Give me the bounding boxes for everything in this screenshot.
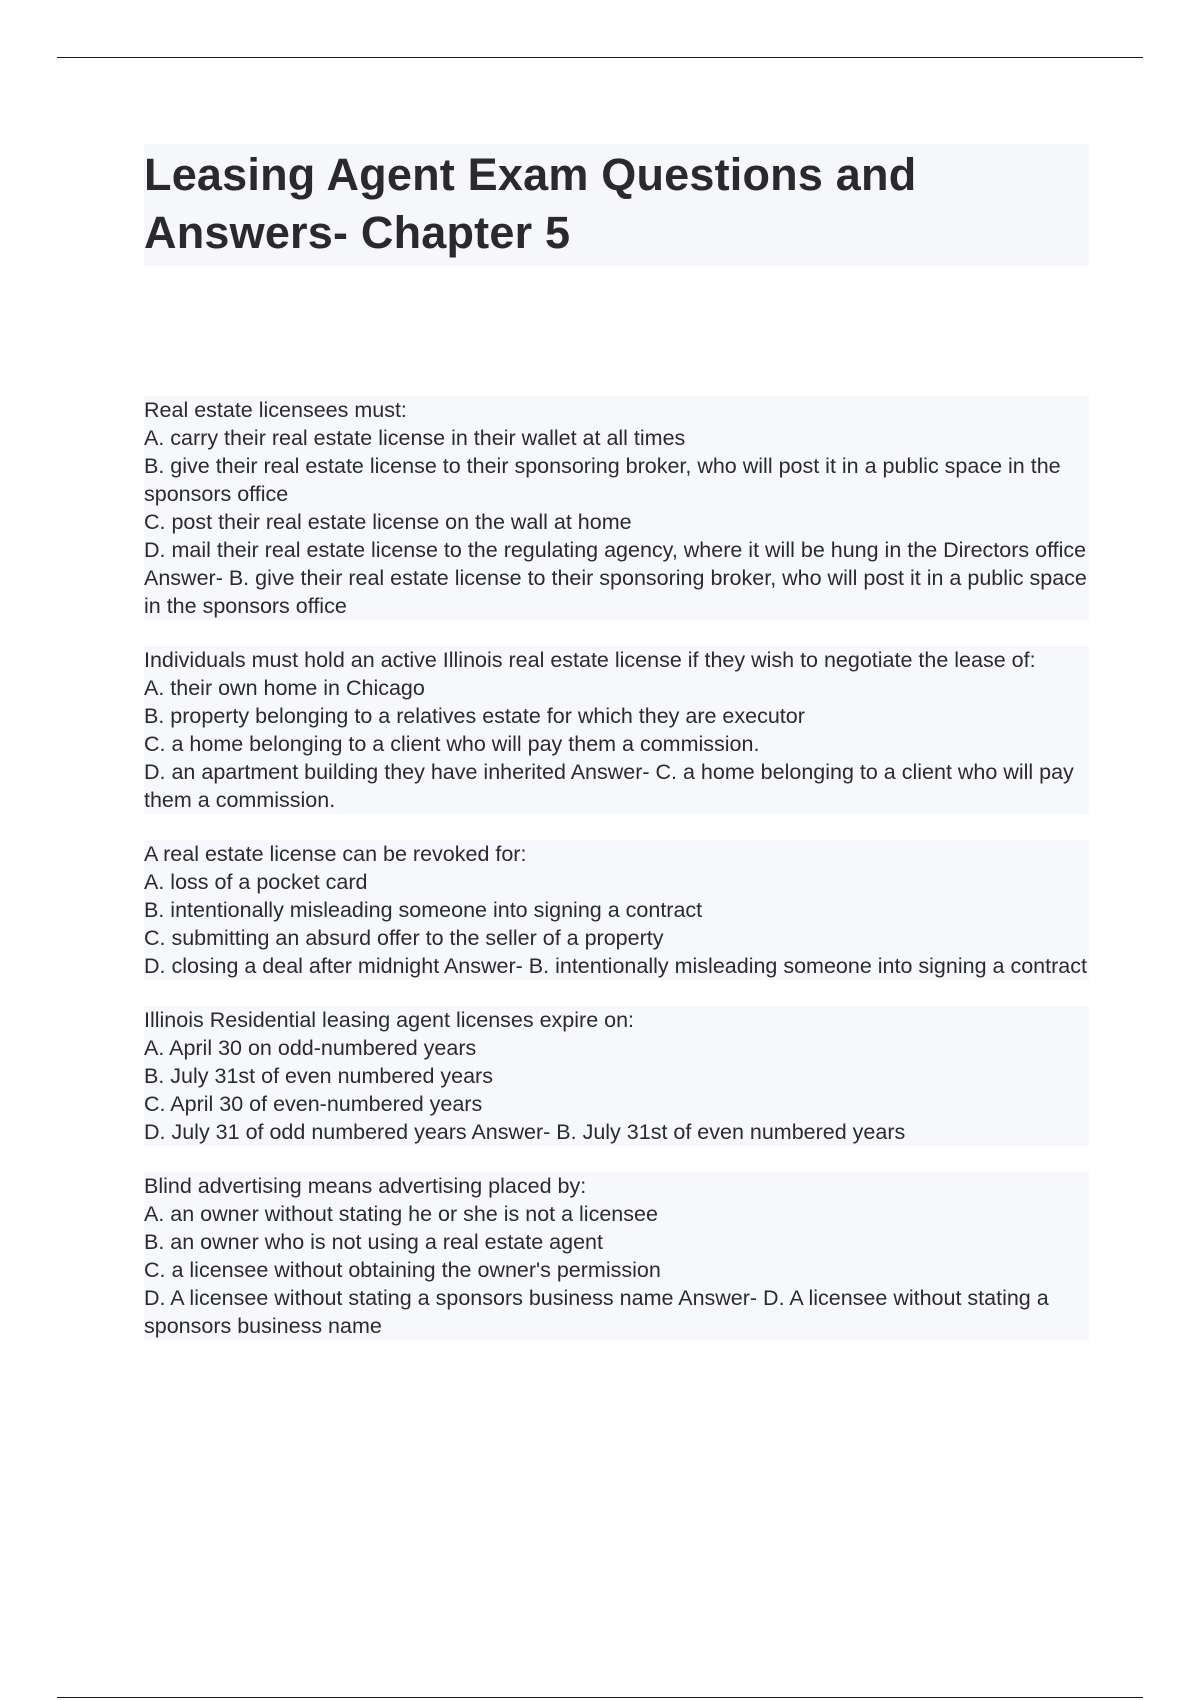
option-d-with-answer: D. closing a deal after midnight Answer- B. intentionally misleading someone into signing a contract (144, 954, 1087, 978)
option-c: C. April 30 of even-numbered years (144, 1092, 483, 1116)
page-title: Leasing Agent Exam Questions and Answers- Chapter 5 (144, 149, 917, 258)
option-a: A. carry their real estate license in their wallet at all times (144, 426, 686, 450)
option-b: B. give their real estate license to their sponsoring broker, who will post it in a public space in the sponsors office (144, 454, 1061, 506)
option-b: B. July 31st of even numbered years (144, 1064, 493, 1088)
option-a: A. an owner without stating he or she is not a licensee (144, 1202, 658, 1226)
option-c: C. a home belonging to a client who will pay them a commission. (144, 732, 760, 756)
question-block-4 (144, 1006, 1089, 1146)
option-d-with-answer: D. A licensee without stating a sponsors business name Answer- D. A licensee without stating a sponsors business name (144, 1286, 1049, 1338)
option-d-with-answer: D. an apartment building they have inherited Answer- C. a home belonging to a client who will pay them a commission. (144, 760, 1074, 812)
option-d-with-answer: D. mail their real estate license to the regulating agency, where it will be hung in the Directors office Answer- B. give their real estate license to their sponsoring broker, who will post it in a public space in the sponsors office (144, 538, 1087, 618)
question-text: Blind advertising means advertising placed by: (144, 1174, 587, 1198)
option-c: C. submitting an absurd offer to the seller of a property (144, 926, 664, 950)
option-a: A. loss of a pocket card (144, 870, 368, 894)
question-block-2 (144, 646, 1089, 814)
option-b: B. intentionally misleading someone into signing a contract (144, 898, 703, 922)
option-c: C. post their real estate license on the wall at home (144, 510, 632, 534)
question-block-1 (144, 396, 1089, 620)
question-block-5 (144, 1172, 1089, 1340)
question-text: Illinois Residential leasing agent licenses expire on: (144, 1008, 635, 1032)
bottom-rule (57, 1697, 1143, 1698)
question-text: Real estate licensees must: (144, 398, 407, 422)
option-b: B. an owner who is not using a real estate agent (144, 1230, 603, 1254)
question-text: A real estate license can be revoked for: (144, 842, 527, 866)
option-a: A. April 30 on odd-numbered years (144, 1036, 477, 1060)
option-c: C. a licensee without obtaining the owner's permission (144, 1258, 661, 1282)
option-d-with-answer: D. July 31 of odd numbered years Answer- B. July 31st of even numbered years (144, 1120, 906, 1144)
question-list (144, 396, 1089, 1366)
question-block-3 (144, 840, 1089, 980)
option-a: A. their own home in Chicago (144, 676, 425, 700)
option-b: B. property belonging to a relatives estate for which they are executor (144, 704, 805, 728)
top-rule (57, 57, 1143, 58)
question-text: Individuals must hold an active Illinois real estate license if they wish to negotiate the lease of: (144, 648, 1036, 672)
title-block (144, 144, 1089, 266)
